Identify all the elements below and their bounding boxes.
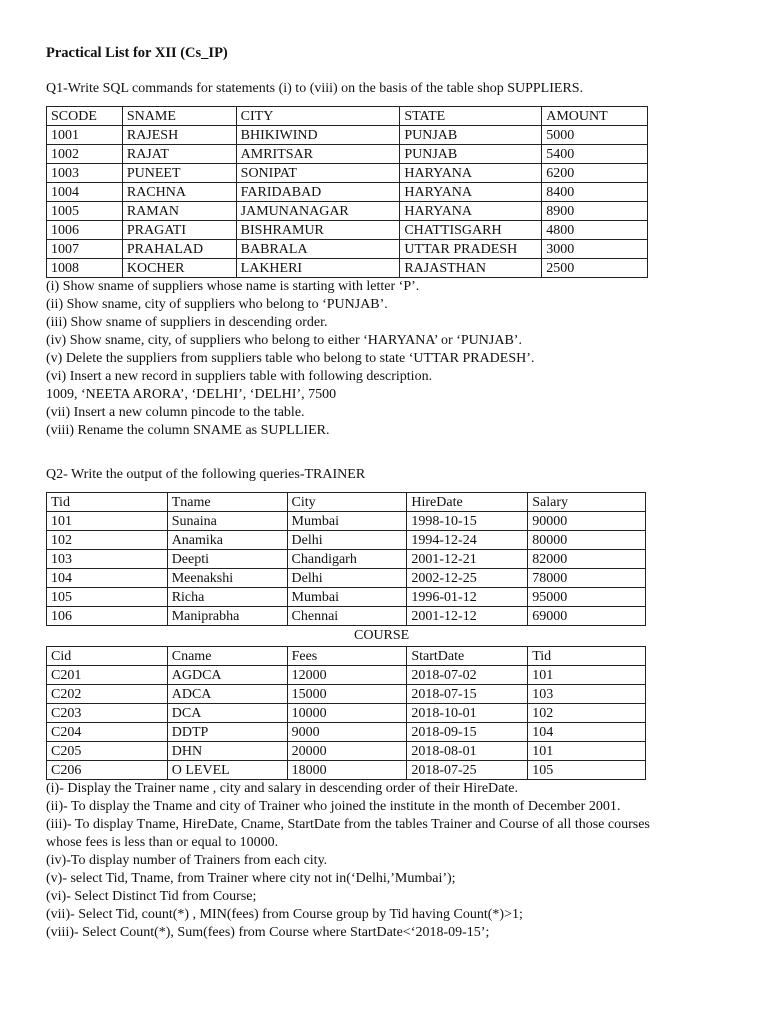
- table-cell: Chandigarh: [287, 550, 407, 569]
- table-cell: 102: [47, 531, 168, 550]
- table-cell: SONIPAT: [236, 164, 400, 183]
- table-header-row: [47, 493, 646, 512]
- column-header: Tname: [167, 493, 287, 512]
- table-cell: 2018-07-15: [407, 685, 528, 704]
- table-cell: BABRALA: [236, 240, 400, 259]
- table-row: [47, 240, 648, 259]
- table-cell: PUNJAB: [400, 126, 542, 145]
- q1-statements: [46, 278, 726, 440]
- table-cell: 1007: [47, 240, 123, 259]
- table-header-row: [47, 107, 648, 126]
- document-page: [46, 44, 726, 942]
- table-cell: 2018-09-15: [407, 723, 528, 742]
- table-cell: DDTP: [167, 723, 287, 742]
- table-cell: 5000: [542, 126, 648, 145]
- column-header: Cid: [47, 647, 168, 666]
- trainer-table: [46, 492, 646, 626]
- table-cell: BISHRAMUR: [236, 221, 400, 240]
- table-cell: RAJASTHAN: [400, 259, 542, 278]
- table-cell: C203: [47, 704, 168, 723]
- statement-line: (viii)- Select Count(*), Sum(fees) from Course where StartDate<‘2018-09-15’;: [46, 925, 490, 940]
- table-cell: Maniprabha: [167, 607, 287, 626]
- statement-line: (vi) Insert a new record in suppliers table with following description.: [46, 369, 433, 384]
- table-cell: 105: [528, 761, 646, 780]
- table-cell: 1001: [47, 126, 123, 145]
- table-cell: KOCHER: [122, 259, 236, 278]
- table-cell: DHN: [167, 742, 287, 761]
- table-cell: C202: [47, 685, 168, 704]
- table-row: [47, 259, 648, 278]
- column-header: StartDate: [407, 647, 528, 666]
- q2-heading: Q2- Write the output of the following queries-TRAINER: [46, 467, 366, 482]
- table-cell: Sunaina: [167, 512, 287, 531]
- table-cell: 103: [47, 550, 168, 569]
- table-cell: 10000: [287, 704, 407, 723]
- statement-line: (v) Delete the suppliers from suppliers table who belong to state ‘UTTAR PRADESH’.: [46, 351, 535, 366]
- column-header: CITY: [236, 107, 400, 126]
- statement-line: (i)- Display the Trainer name , city and salary in descending order of their HireDate.: [46, 781, 518, 796]
- statement-line: (iii) Show sname of suppliers in descending order.: [46, 315, 328, 330]
- table-cell: 69000: [528, 607, 646, 626]
- table-cell: Delhi: [287, 569, 407, 588]
- table-cell: RAMAN: [122, 202, 236, 221]
- table-cell: ADCA: [167, 685, 287, 704]
- table-row: [47, 183, 648, 202]
- table-cell: 1998-10-15: [407, 512, 528, 531]
- table-cell: 104: [528, 723, 646, 742]
- table-cell: JAMUNANAGAR: [236, 202, 400, 221]
- statement-line: whose fees is less than or equal to 10000.: [46, 835, 279, 850]
- table-cell: 2018-08-01: [407, 742, 528, 761]
- table-cell: 102: [528, 704, 646, 723]
- table-row: [47, 145, 648, 164]
- table-cell: 1004: [47, 183, 123, 202]
- table-cell: Delhi: [287, 531, 407, 550]
- table-cell: CHATTISGARH: [400, 221, 542, 240]
- table-cell: RACHNA: [122, 183, 236, 202]
- table-cell: Meenakshi: [167, 569, 287, 588]
- table-row: [47, 685, 646, 704]
- table-cell: HARYANA: [400, 183, 542, 202]
- table-cell: C204: [47, 723, 168, 742]
- table-cell: 101: [47, 512, 168, 531]
- table-cell: 1008: [47, 259, 123, 278]
- table-cell: PUNEET: [122, 164, 236, 183]
- column-header: Fees: [287, 647, 407, 666]
- table-cell: 1996-01-12: [407, 588, 528, 607]
- q1-heading: Q1-Write SQL commands for statements (i) to (viii) on the basis of the table shop SUPPLIERS.: [46, 81, 584, 96]
- table-cell: HARYANA: [400, 164, 542, 183]
- table-cell: 2002-12-25: [407, 569, 528, 588]
- page-title: Practical List for XII (Cs_IP): [46, 45, 228, 61]
- statement-line: (ii) Show sname, city of suppliers who belong to ‘PUNJAB’.: [46, 297, 388, 312]
- table-row: [47, 704, 646, 723]
- table-cell: DCA: [167, 704, 287, 723]
- table-row: [47, 588, 646, 607]
- table-cell: PUNJAB: [400, 145, 542, 164]
- table-cell: Mumbai: [287, 588, 407, 607]
- column-header: City: [287, 493, 407, 512]
- column-header: AMOUNT: [542, 107, 648, 126]
- table-cell: C205: [47, 742, 168, 761]
- table-cell: C201: [47, 666, 168, 685]
- table-cell: 3000: [542, 240, 648, 259]
- table-cell: Anamika: [167, 531, 287, 550]
- statement-line: (viii) Rename the column SNAME as SUPLLIER.: [46, 423, 330, 438]
- table-cell: PRAHALAD: [122, 240, 236, 259]
- table-cell: 80000: [528, 531, 646, 550]
- table-cell: Mumbai: [287, 512, 407, 531]
- table-row: [47, 723, 646, 742]
- column-header: Salary: [528, 493, 646, 512]
- trainer-table-body: [47, 512, 646, 626]
- table-cell: Chennai: [287, 607, 407, 626]
- table-cell: 18000: [287, 761, 407, 780]
- table-cell: 1006: [47, 221, 123, 240]
- table-cell: 104: [47, 569, 168, 588]
- table-cell: 5400: [542, 145, 648, 164]
- column-header: SCODE: [47, 107, 123, 126]
- table-row: [47, 531, 646, 550]
- statement-line: (iii)- To display Tname, HireDate, Cname, StartDate from the tables Trainer and Course of all those courses: [46, 817, 650, 832]
- table-row: [47, 221, 648, 240]
- statement-line: (iv) Show sname, city, of suppliers who belong to either ‘HARYANA’ or ‘PUNJAB’.: [46, 333, 522, 348]
- table-cell: 101: [528, 666, 646, 685]
- course-table-body: [47, 666, 646, 780]
- table-cell: 6200: [542, 164, 648, 183]
- table-cell: RAJESH: [122, 126, 236, 145]
- table-row: [47, 742, 646, 761]
- statement-line: (vii) Insert a new column pincode to the table.: [46, 405, 305, 420]
- table-cell: 106: [47, 607, 168, 626]
- table-cell: 103: [528, 685, 646, 704]
- table-row: [47, 569, 646, 588]
- table-cell: 2001-12-12: [407, 607, 528, 626]
- column-header: Cname: [167, 647, 287, 666]
- table-cell: HARYANA: [400, 202, 542, 221]
- suppliers-table: [46, 106, 648, 278]
- course-table: [46, 646, 646, 780]
- table-row: [47, 550, 646, 569]
- table-cell: AMRITSAR: [236, 145, 400, 164]
- table-row: [47, 512, 646, 531]
- table-cell: 2001-12-21: [407, 550, 528, 569]
- table-cell: 2018-07-25: [407, 761, 528, 780]
- table-cell: 1002: [47, 145, 123, 164]
- table-cell: Deepti: [167, 550, 287, 569]
- table-cell: 78000: [528, 569, 646, 588]
- statement-line: (vii)- Select Tid, count(*) , MIN(fees) from Course group by Tid having Count(*)>1;: [46, 907, 523, 922]
- column-header: HireDate: [407, 493, 528, 512]
- table-cell: C206: [47, 761, 168, 780]
- statement-line: 1009, ‘NEETA ARORA’, ‘DELHI’, ‘DELHI’, 7500: [46, 387, 337, 402]
- table-cell: 4800: [542, 221, 648, 240]
- column-header: Tid: [47, 493, 168, 512]
- table-cell: 2500: [542, 259, 648, 278]
- table-cell: Richa: [167, 588, 287, 607]
- table-cell: 20000: [287, 742, 407, 761]
- table-cell: 8400: [542, 183, 648, 202]
- table-cell: 15000: [287, 685, 407, 704]
- table-cell: 1003: [47, 164, 123, 183]
- table-cell: 95000: [528, 588, 646, 607]
- table-row: [47, 607, 646, 626]
- column-header: SNAME: [122, 107, 236, 126]
- table-cell: BHIKIWIND: [236, 126, 400, 145]
- table-cell: RAJAT: [122, 145, 236, 164]
- statement-line: (vi)- Select Distinct Tid from Course;: [46, 889, 257, 904]
- table-cell: 12000: [287, 666, 407, 685]
- table-cell: 105: [47, 588, 168, 607]
- table-cell: PRAGATI: [122, 221, 236, 240]
- table-cell: LAKHERI: [236, 259, 400, 278]
- statement-line: (ii)- To display the Tname and city of Trainer who joined the institute in the month of December 2001.: [46, 799, 621, 814]
- table-row: [47, 126, 648, 145]
- table-cell: 1994-12-24: [407, 531, 528, 550]
- q2-statements: [46, 780, 726, 942]
- table-cell: 1005: [47, 202, 123, 221]
- table-cell: 9000: [287, 723, 407, 742]
- table-row: [47, 202, 648, 221]
- table-row: [47, 761, 646, 780]
- table-cell: FARIDABAD: [236, 183, 400, 202]
- table-cell: AGDCA: [167, 666, 287, 685]
- suppliers-table-body: [47, 126, 648, 278]
- table-row: [47, 164, 648, 183]
- column-header: Tid: [528, 647, 646, 666]
- statement-line: (iv)-To display number of Trainers from each city.: [46, 853, 328, 868]
- table-header-row: [47, 647, 646, 666]
- table-cell: 82000: [528, 550, 646, 569]
- table-cell: 2018-10-01: [407, 704, 528, 723]
- table-cell: 8900: [542, 202, 648, 221]
- column-header: STATE: [400, 107, 542, 126]
- table-cell: 101: [528, 742, 646, 761]
- table-cell: 2018-07-02: [407, 666, 528, 685]
- statement-line: (v)- select Tid, Tname, from Trainer where city not in(‘Delhi,’Mumbai’);: [46, 871, 456, 886]
- table-row: [47, 666, 646, 685]
- statement-line: (i) Show sname of suppliers whose name is starting with letter ‘P’.: [46, 279, 420, 294]
- table-cell: 90000: [528, 512, 646, 531]
- table-cell: O LEVEL: [167, 761, 287, 780]
- course-label: COURSE: [354, 628, 410, 643]
- table-cell: UTTAR PRADESH: [400, 240, 542, 259]
